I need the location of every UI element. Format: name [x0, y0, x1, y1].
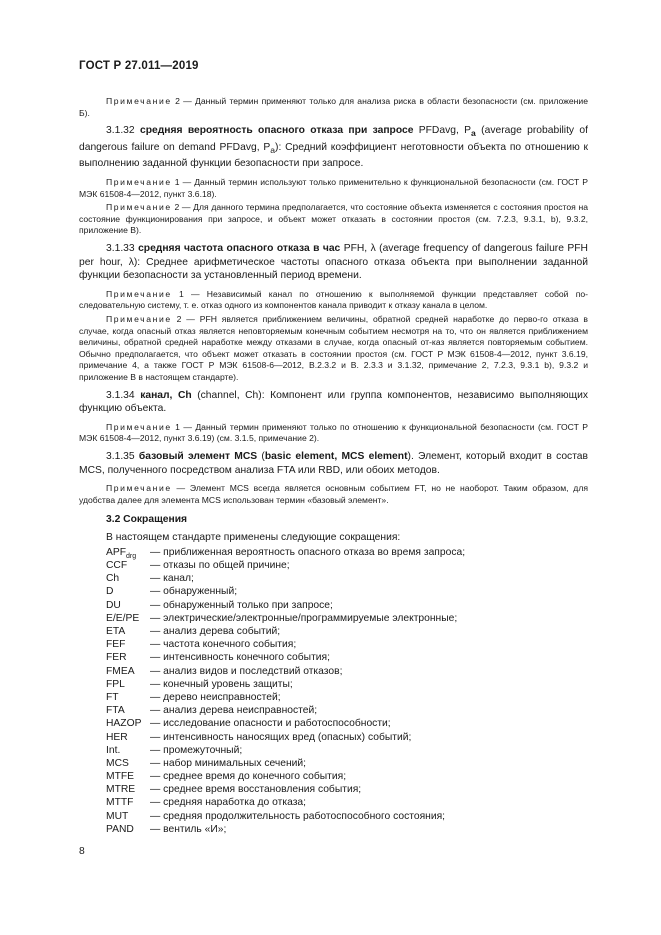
abbreviation-text: CCF	[106, 560, 128, 572]
term-title: базовый элемент MCS	[138, 450, 258, 462]
abbreviation-row	[106, 823, 588, 836]
abbreviation-row	[106, 678, 588, 691]
abbreviation-term	[106, 678, 150, 691]
note	[79, 314, 588, 384]
abbreviation-definition: — среднее время восстановления события;	[150, 784, 362, 796]
abbreviation-definition: — исследование опасности и работоспособности;	[150, 718, 391, 730]
abbreviation-definition: — промежуточный;	[150, 744, 243, 756]
note-label: Примечание	[106, 483, 172, 494]
abbreviation-term	[106, 651, 150, 664]
note	[79, 483, 588, 506]
abbreviation-row	[106, 638, 588, 651]
term-definition	[79, 242, 588, 283]
abbreviation-term	[106, 559, 150, 572]
abbreviation-text: FPL	[106, 678, 125, 690]
abbreviation-definition: — канал;	[150, 573, 194, 585]
abbreviation-definition: — отказы по общей причине;	[150, 560, 290, 572]
abbreviation-term	[106, 823, 150, 836]
abbreviation-term	[106, 757, 150, 770]
document-header: ГОСТ Р 27.011—2019	[79, 60, 199, 72]
note-label: Примечание	[106, 96, 172, 106]
term-text: (	[257, 450, 265, 462]
section-heading: 3.2 Сокращения	[106, 514, 188, 526]
section-intro: В настоящем стандарте применены следующие сокращения:	[106, 532, 401, 544]
abbreviation-definition: — средняя продолжительность работоспособного состояния;	[150, 810, 446, 822]
abbreviation-term	[106, 810, 150, 823]
note	[79, 289, 588, 312]
abbreviation-row	[106, 744, 588, 757]
abbreviation-term	[106, 691, 150, 704]
abbreviation-term	[106, 783, 150, 796]
abbreviation-term	[106, 796, 150, 809]
abbreviation-definition: — приближенная вероятность опасного отказа во время запроса;	[150, 546, 466, 558]
term-number: 3.1.34	[106, 389, 135, 401]
abbreviation-text: MUT	[106, 810, 129, 822]
note-text: 1 — Независимый канал по отношению к выполняемой функции представляет собой по-следовательную систему, т. е. отказ одного из компонентов канала приводит к отказу канала в целом.	[79, 288, 588, 311]
abbreviation-text: HER	[106, 731, 128, 743]
note-text: 2 — Для данного термина предполагается, что состояние объекта изменяется с состояния простоя на состояние функционирования при запросе, и объект может отказать в состоянии простоя (см. 7.2.3, 9.3.1, b), 9.3.2, приложение В).	[79, 202, 588, 236]
abbreviation-definition: — интенсивность конечного события;	[150, 652, 330, 664]
abbreviation-term	[106, 717, 150, 730]
abbreviation-row	[106, 704, 588, 717]
abbreviation-text: FTA	[106, 705, 125, 717]
note	[79, 96, 588, 119]
abbreviation-row	[106, 665, 588, 678]
abbreviation-definition: — анализ видов и последствий отказов;	[150, 665, 343, 677]
abbreviation-row	[106, 599, 588, 612]
term-definition	[79, 450, 588, 477]
abbreviation-term	[106, 585, 150, 598]
abbreviation-term	[106, 731, 150, 744]
document-body	[79, 96, 588, 836]
abbreviation-term	[106, 599, 150, 612]
abbreviation-definition: — частота конечного события;	[150, 639, 297, 651]
abbreviation-term	[106, 744, 150, 757]
abbreviation-text: MTTF	[106, 797, 134, 809]
abbreviation-row	[106, 731, 588, 744]
abbreviation-row	[106, 651, 588, 664]
abbreviation-row	[106, 770, 588, 783]
abbreviation-definition: — конечный уровень защиты;	[150, 678, 293, 690]
abbreviation-term	[106, 665, 150, 678]
abbreviation-text: MCS	[106, 757, 129, 769]
note	[79, 177, 588, 200]
abbreviation-text: FT	[106, 691, 119, 703]
note-text: 1 — Данный термин используют только применительно к функциональной безопасности (см. ГОСТ Р МЭК 61508-4—2012, пункт 3.6.18).	[79, 177, 588, 199]
abbreviation-definition: — дерево неисправностей;	[150, 691, 281, 703]
abbreviation-row	[106, 691, 588, 704]
abbreviation-definition: — электрические/электронные/программируемые электронные;	[150, 612, 458, 624]
term-number: 3.1.32	[106, 125, 135, 137]
abbreviation-row	[106, 796, 588, 809]
abbreviation-text: DU	[106, 599, 121, 611]
page-number: 8	[79, 846, 85, 857]
term-subscript: a	[471, 128, 476, 139]
term-text: ). Элемент, который входит в состав MCS, полученного посредством анализа FTA или RBD, или обоих методов.	[79, 450, 589, 476]
abbreviation-term	[106, 572, 150, 585]
abbreviation-definition: — анализ дерева неисправностей;	[150, 705, 318, 717]
abbreviation-text: FER	[106, 652, 127, 664]
abbreviation-definition: — набор минимальных сечений;	[150, 757, 307, 769]
abbreviation-text: E/E/PE	[106, 612, 140, 624]
abbreviation-term	[106, 704, 150, 717]
abbreviation-term	[106, 770, 150, 783]
abbreviation-text: MTRE	[106, 784, 136, 796]
abbreviation-term	[106, 612, 150, 625]
term-number: 3.1.35	[106, 450, 135, 462]
abbreviation-text: FEF	[106, 639, 126, 651]
abbreviation-text: Ch	[106, 573, 120, 585]
abbreviation-term	[106, 625, 150, 638]
term-subscript: a	[270, 144, 276, 155]
note-label: Примечание	[106, 177, 172, 188]
abbreviation-text: Int.	[106, 744, 121, 756]
abbreviation-row	[106, 585, 588, 598]
note-text: 1 — Данный термин применяют только по отношению к функциональной безопасности (см. ГОСТ Р МЭК 61508-4—2012, пункт 3.6.19) (см. 3.1.5, примечание 2).	[79, 421, 588, 444]
abbreviation-row	[106, 783, 588, 796]
abbreviation-row	[106, 717, 588, 730]
abbreviation-definition: — среднее время до конечного события;	[150, 771, 347, 783]
term-title-en: basic element, MCS element	[264, 450, 408, 462]
abbreviation-subscript: drg	[126, 552, 137, 560]
term-definition	[79, 124, 588, 171]
term-title: канал, Ch	[140, 389, 192, 401]
abbreviation-list	[106, 546, 588, 836]
abbreviation-row	[106, 810, 588, 823]
abbreviation-row	[106, 625, 588, 638]
abbreviation-row	[106, 612, 588, 625]
abbreviation-text: MTFE	[106, 771, 135, 783]
note	[79, 202, 588, 237]
note-text: 2 — Данный термин применяют только для анализа риска в области безопасности (см. приложение Б).	[79, 96, 588, 118]
abbreviation-term	[106, 638, 150, 651]
abbreviation-definition: — обнаруженный только при запросе;	[150, 599, 333, 611]
abbreviation-definition: — обнаруженный;	[150, 586, 238, 598]
abbreviation-row	[106, 559, 588, 572]
note-label: Примечание	[106, 288, 172, 299]
abbreviation-row	[106, 757, 588, 770]
abbreviation-definition: — средняя наработка до отказа;	[150, 797, 307, 809]
abbreviation-term	[106, 546, 150, 559]
abbreviation-text: HAZOP	[106, 718, 142, 730]
note-text: 2 — PFH является приближением величины, обратной средней наработке до перво-го отказа в случае, когда опасный отказ является неповторяемым конечным событием несмотря на то, что он является приближением величины, обратной средней наработке между отказами в случае, когда опасный от-каз является повторяемым событием. Обычно предполагается, что объект может отказать в состоянии простоя (см. ГОСТ Р МЭК 61508-4—2012, пункт 3.6.19, примечание 4, а также ГОСТ Р МЭК 61508-6—2012, В.2.3.2 и В. 2.3.3 и 3.1.32, примечание 2, 7.2.3, 9.3.1 b), 9.3.2 и приложение В в настоящем стандарте).	[79, 314, 588, 382]
note	[79, 422, 588, 445]
abbreviation-text: PAND	[106, 823, 134, 835]
term-title: средняя частота опасного отказа в час	[138, 243, 341, 255]
term-definition	[79, 389, 588, 416]
term-text: ): Средний коэффициент неготовности объекта по отношению к выполнению заданной функции безопасности при запросе.	[79, 141, 588, 170]
abbreviation-text: APF	[106, 546, 127, 558]
abbreviation-definition: — вентиль «И»;	[150, 823, 227, 835]
note-label: Примечание	[106, 314, 172, 324]
abbreviation-definition: — анализ дерева событий;	[150, 626, 281, 638]
note-label: Примечание	[106, 202, 172, 213]
abbreviation-row	[106, 546, 588, 559]
term-title: средняя вероятность опасного отказа при запросе	[139, 125, 414, 137]
term-text: (average probability of dangerous failure on demand PFDavg, P	[79, 125, 588, 153]
term-text: (channel, Ch): Компонент или группа компонентов, независимо выполняющих функцию объекта.	[79, 389, 588, 415]
abbreviation-text: D	[106, 586, 114, 598]
term-text: PFH, λ (average frequency of dangerous failure PFH per hour, λ): Среднее арифметическое частоты опасного отказа объекта при выполнении заданной функции безопасности за установленный период времени.	[79, 243, 588, 282]
abbreviation-text: FMEA	[106, 665, 135, 677]
abbreviation-row	[106, 572, 588, 585]
term-number: 3.1.33	[106, 243, 135, 255]
note-label: Примечание	[106, 421, 172, 432]
abbreviation-definition: — интенсивность наносящих вред (опасных) событий;	[150, 731, 412, 743]
term-text: PFDavg, P	[413, 125, 472, 137]
note-text: — Элемент MCS всегда является основным событием FT, но не наоборот. Таким образом, для удобства далее для элемента MCS использован термин «базовый элемент».	[79, 483, 588, 505]
abbreviation-text: ETA	[106, 626, 126, 638]
